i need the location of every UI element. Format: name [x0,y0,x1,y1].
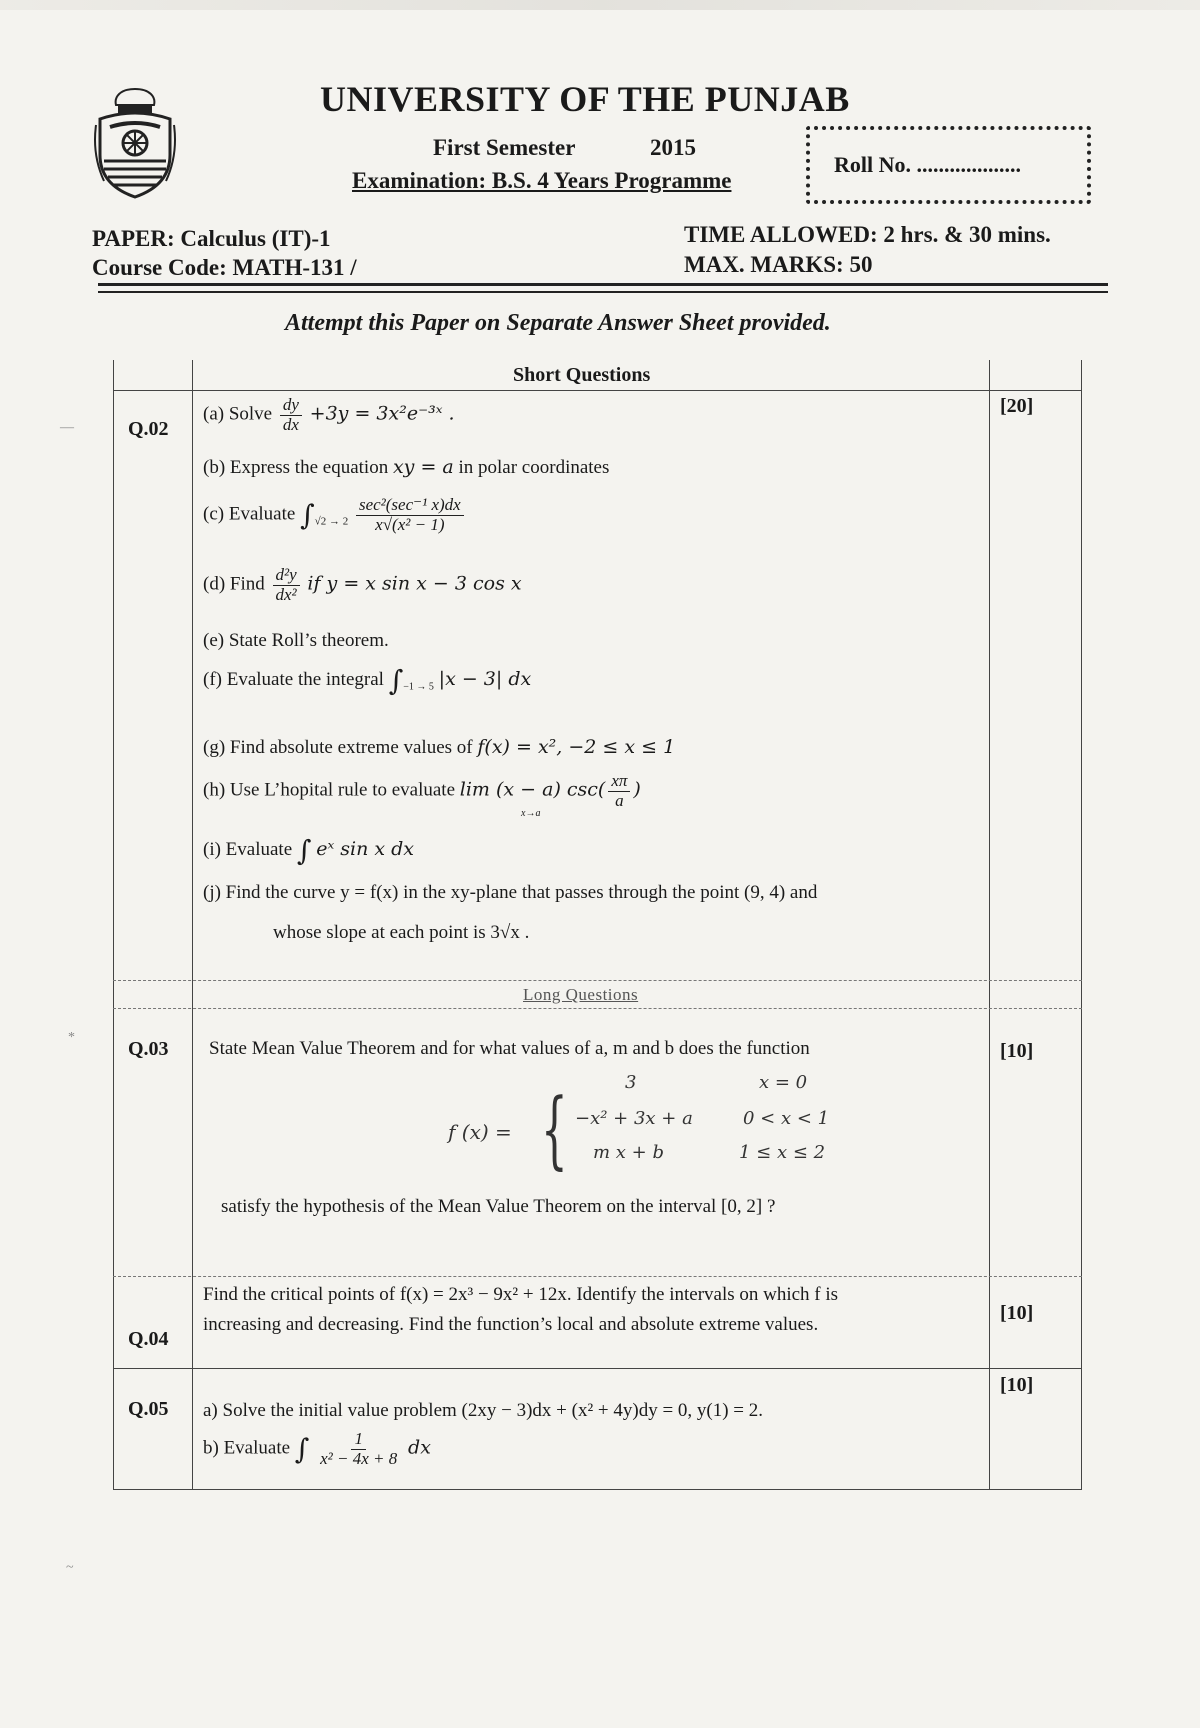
question-marks: [10] [1000,1040,1034,1062]
question-marks: [20] [1000,395,1034,417]
scan-mark: ~ [66,1560,74,1575]
equation: f(x) = x², −2 ≤ x ≤ 1 [477,736,676,758]
equation: xy = a [392,456,454,478]
item-text: in polar coordinates [458,457,610,478]
header-divider [98,283,1108,286]
integral-sign-icon: ∫ [294,1432,310,1466]
integral-sign-icon: ∫ [388,664,404,697]
fraction-denominator: dx² [275,584,297,604]
question-2j-line1: (j) Find the curve y = f(x) in the xy-plane that passes through the point (9, 4) and [203,882,818,903]
integral-limits: −1 → 5 [403,681,434,693]
questions-table [113,360,1082,1490]
roll-number-label: Roll No. ................... [834,152,1021,177]
integral-sign-icon: ∫ [296,834,312,867]
question-marks: [10] [1000,1302,1034,1324]
function-name: f (x) = [448,1120,512,1144]
question-2h [203,771,641,819]
max-marks: MAX. MARKS: 50 [684,252,873,277]
item-label: (c) Evaluate [203,503,296,525]
question-4-line2: increasing and decreasing. Find the function’s local and absolute extreme values. [203,1314,819,1335]
equation: lim (x − a) csc( [459,778,606,801]
question-number: Q.03 [128,1038,169,1060]
fraction-numerator: dy [280,396,302,416]
section-title-long: Long Questions [523,985,639,1004]
case-condition: 1 ≤ x ≤ 2 [739,1142,826,1163]
fraction-numerator: d²y [273,566,300,586]
integral-sign-icon: ∫ [300,498,315,532]
question-number: Q.05 [128,1398,169,1420]
case-expression: −x² + 3x + a [575,1108,693,1129]
fraction-numerator: sec²(sec⁻¹ x)dx [356,496,464,516]
table-row-divider [113,1368,1082,1369]
instruction: Attempt this Paper on Separate Answer Sheet provided. [285,310,831,336]
scan-edge [0,0,1200,10]
paper-title: PAPER: Calculus (IT)-1 [92,226,331,251]
course-code: Course Code: MATH-131 / [92,255,357,280]
fraction-denominator: x√(x² − 1) [375,514,445,534]
item-label: (f) Evaluate the integral [203,668,384,690]
semester: First Semester [433,135,576,160]
case-condition: x = 0 [759,1072,808,1093]
section-title-short: Short Questions [513,364,651,386]
equation: if y = x sin x − 3 cos x [307,572,522,595]
table-border [113,360,114,1490]
question-2d [203,566,522,604]
table-border [192,360,193,1490]
case-expression: 3 [625,1072,637,1093]
question-2a [203,396,455,434]
question-4-line1: Find the critical points of f(x) = 2x³ − 9x² + 12x. Identify the intervals on which f is [203,1284,839,1305]
question-2g [203,736,675,759]
question-5b [203,1430,431,1468]
item-label: (a) Solve [203,403,273,425]
header-divider [98,291,1108,293]
fraction-numerator: xπ [608,772,630,792]
equation: |x − 3| dx [438,667,532,690]
item-label: (b) Express the equation [203,457,389,478]
table-row-divider [113,980,1082,981]
scan-mark: * [68,1030,75,1045]
item-label: (i) Evaluate [203,838,293,860]
equation: dx [408,1436,431,1459]
examination-programme: Examination: B.S. 4 Years Programme [352,168,732,193]
left-brace-icon: { [541,1080,568,1178]
question-2e: (e) State Roll’s theorem. [203,630,389,651]
item-label: b) Evaluate [203,1437,291,1459]
fraction-denominator: dx [282,414,299,434]
question-2c [203,496,467,534]
question-marks: [10] [1000,1374,1034,1396]
item-label: (h) Use L’hopital rule to evaluate [203,779,456,801]
table-border [1081,360,1082,1490]
question-2b [203,456,609,479]
limit-subscript: x→a [521,808,541,819]
question-2i [203,834,414,867]
piecewise-function [113,1008,989,1276]
scan-mark: — [60,420,74,435]
question-2f [203,664,531,697]
table-row-divider [113,1276,1082,1277]
university-name: UNIVERSITY OF THE PUNJAB [320,79,850,119]
equation: ) [633,778,641,801]
table-row-divider [113,1489,1082,1490]
fraction-denominator: x² − 4x + 8 [320,1448,398,1468]
case-condition: 0 < x < 1 [743,1108,830,1129]
university-crest-icon [90,85,180,203]
equation: eˣ sin x dx [316,837,415,860]
case-expression: m x + b [593,1142,664,1163]
roll-number-box [806,126,1091,204]
fraction-numerator: 1 [351,1430,366,1450]
question-3-outro: satisfy the hypothesis of the Mean Value Theorem on the interval [0, 2] ? [221,1196,776,1217]
question-5a: a) Solve the initial value problem (2xy − 3)dx + (x² + 4y)dy = 0, y(1) = 2. [203,1400,764,1421]
item-label: (g) Find absolute extreme values of [203,737,473,758]
table-border [989,360,990,1490]
item-label: (d) Find [203,573,265,595]
equation: +3y = 3x²e⁻³ˣ . [309,402,455,425]
table-row-divider [113,390,1082,391]
fraction-denominator: a [615,790,624,810]
question-3-intro: State Mean Value Theorem and for what values of a, m and b does the function [209,1038,810,1059]
question-2j-line2: whose slope at each point is 3√x . [273,922,530,943]
question-number: Q.04 [128,1328,169,1350]
integral-limits: √2 → 2 [314,515,349,528]
exam-year: 2015 [650,135,696,160]
time-allowed: TIME ALLOWED: 2 hrs. & 30 mins. [684,222,1051,247]
question-number: Q.02 [128,418,169,440]
